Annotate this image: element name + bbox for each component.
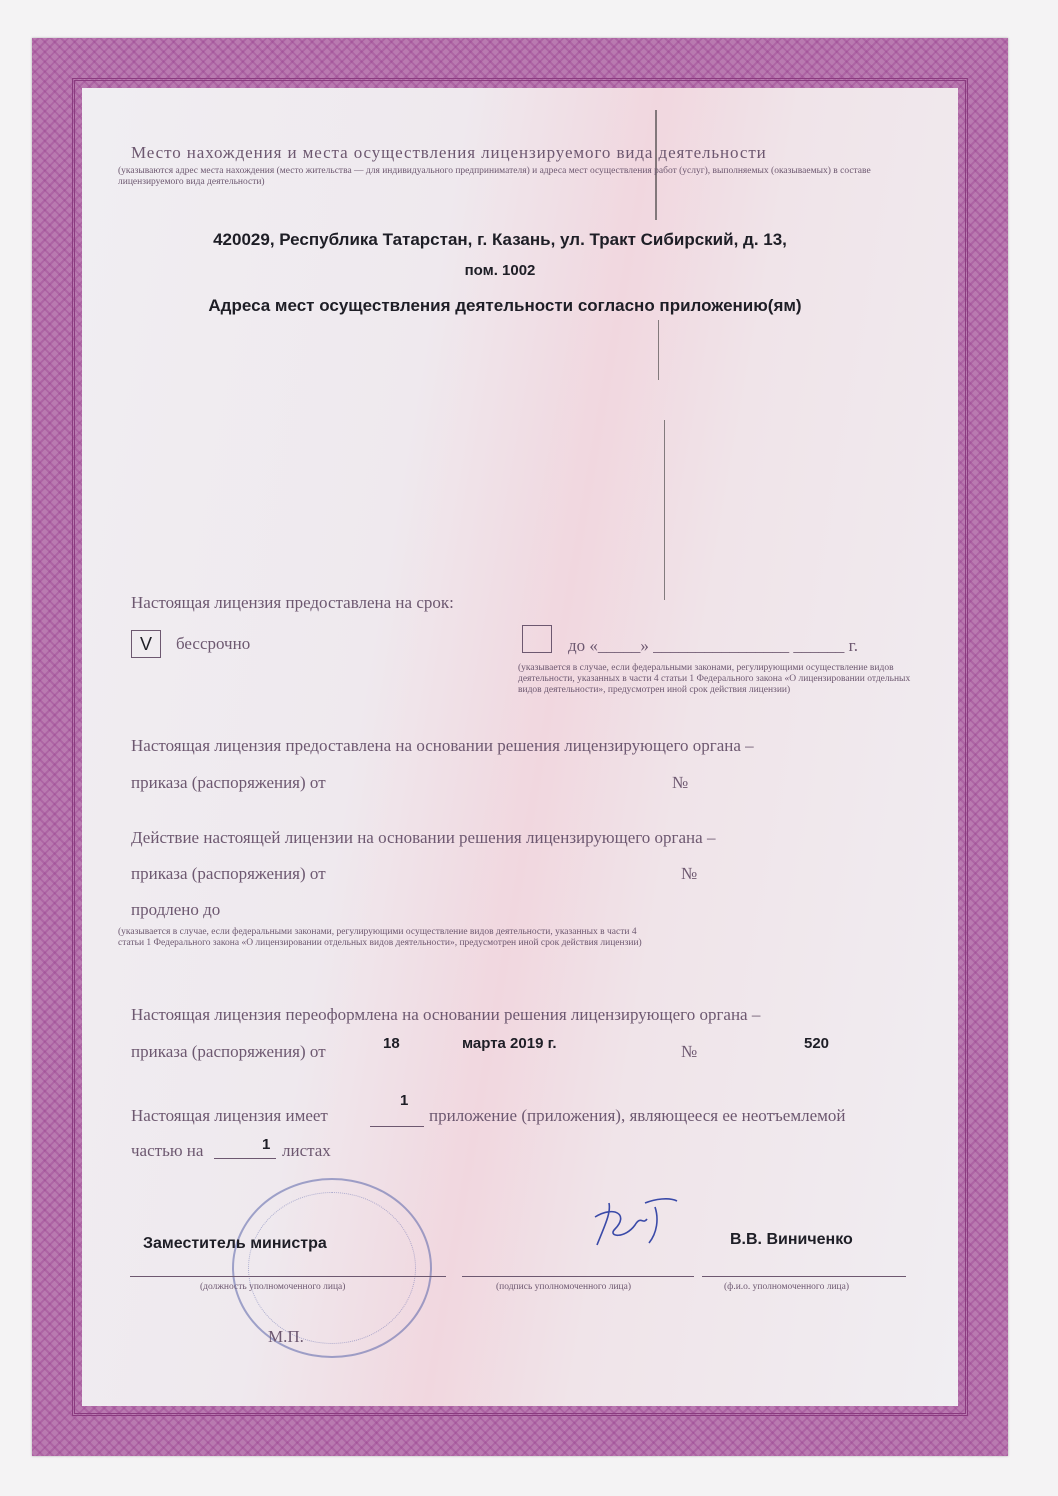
- indefinite-checkbox[interactable]: V: [131, 630, 161, 658]
- until-checkbox[interactable]: [522, 625, 552, 653]
- extended-until-label: продлено до: [131, 900, 221, 919]
- appendix-text-b: приложение (приложения), являющееся ее неотъемлемой: [429, 1106, 846, 1125]
- reissue-line-2: приказа (распоряжения) от: [131, 1042, 326, 1061]
- reissue-line-1: Настоящая лицензия переоформлена на основании решения лицензирующего органа –: [131, 1005, 761, 1024]
- name-underline: [702, 1276, 906, 1277]
- official-seal: [232, 1178, 432, 1358]
- until-label: до «_____» ________________ ______ г.: [568, 636, 858, 655]
- location-title: Место нахождения и места осуществления лицензируемого вида деятельности: [131, 143, 767, 162]
- position-caption: (должность уполномоченного лица): [200, 1282, 346, 1292]
- position-underline: [130, 1276, 446, 1277]
- indefinite-label: бессрочно: [176, 634, 251, 653]
- scan-artifact: [664, 420, 665, 600]
- address-line-2: пом. 1002: [464, 262, 536, 279]
- extension-note: (указывается в случае, если федеральными законами, регулирующими осуществление видов деятельности, указанных в части 4 статьи 1 Федерального закона «О лицензировании отдельных видов деятельности», предусмотрен иной срок действия лицензии): [118, 927, 642, 948]
- appendix-text-d: листах: [282, 1141, 331, 1160]
- signature-underline: [462, 1276, 694, 1277]
- until-note: (указывается в случае, если федеральными законами, регулирующими осуществление видов деятельности, указанных в части 4 статьи 1 Федерального закона «О лицензировании отдельных видов деятельности», предусмотрен иной срок действия лицензии): [518, 663, 911, 695]
- handwritten-signature: [585, 1195, 685, 1255]
- appendix-count: 1: [400, 1092, 409, 1109]
- appendix-text-c: частью на: [131, 1141, 204, 1160]
- term-title: Настоящая лицензия предоставлена на срок:: [131, 593, 454, 612]
- location-note: (указываются адрес места нахождения (место жительства — для индивидуального предпринимателя) и адреса мест осуществления работ (услуг), выполняемых (оказываемых) в составе лицензируемого вида деятельности): [118, 166, 871, 187]
- appendix-text-a: Настоящая лицензия имеет: [131, 1106, 328, 1125]
- extension-line-2: приказа (распоряжения) от: [131, 864, 326, 883]
- stamp-place-label: М.П.: [268, 1327, 304, 1346]
- reissue-number: 520: [804, 1035, 830, 1052]
- signer-name: В.В. Виниченко: [730, 1231, 853, 1248]
- signer-position: Заместитель министра: [143, 1235, 327, 1252]
- sheets-underline: [214, 1158, 276, 1159]
- appendix-sheets: 1: [262, 1136, 271, 1153]
- appendix-count-underline: [370, 1126, 424, 1127]
- reissue-number-sign: №: [681, 1042, 698, 1061]
- signature-caption: (подпись уполномоченного лица): [496, 1282, 632, 1292]
- extension-number-sign: №: [681, 864, 698, 883]
- basis-number-sign: №: [672, 773, 689, 792]
- address-line-3: Адреса мест осуществления деятельности согласно приложению(ям): [208, 296, 802, 315]
- address-line-1: 420029, Республика Татарстан, г. Казань, ул. Тракт Сибирский, д. 13,: [213, 230, 787, 249]
- reissue-month-year: марта 2019 г.: [462, 1035, 557, 1052]
- extension-line-1: Действие настоящей лицензии на основании решения лицензирующего органа –: [131, 828, 716, 847]
- basis-line-2: приказа (распоряжения) от: [131, 773, 326, 792]
- scan-artifact: [655, 110, 657, 220]
- name-caption: (ф.и.о. уполномоченного лица): [724, 1282, 850, 1292]
- reissue-day: 18: [383, 1035, 400, 1052]
- basis-line-1: Настоящая лицензия предоставлена на основании решения лицензирующего органа –: [131, 736, 754, 755]
- scan-artifact: [658, 320, 659, 380]
